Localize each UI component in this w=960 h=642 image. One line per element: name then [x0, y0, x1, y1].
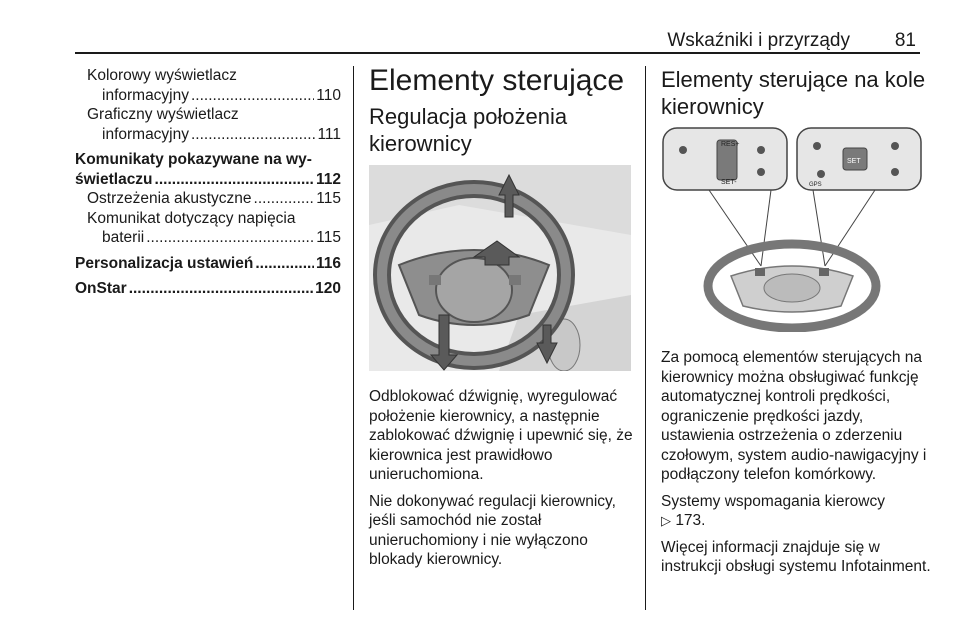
steering-controls-illustration: [661, 126, 923, 332]
toc-entry-title-cont: informacyjny: [102, 86, 189, 104]
toc-entry-title: Ostrzeżenia akustyczne: [87, 190, 252, 207]
toc-leader-dots: [255, 254, 314, 274]
toc-leader-dots: [155, 170, 314, 190]
steering-wheel-illustration: [369, 165, 631, 371]
toc-entry-title-cont: świetlaczu: [75, 170, 153, 188]
table-of-contents: [75, 66, 341, 305]
toc-entry-title-cont: baterii: [102, 229, 145, 246]
toc-entry[interactable]: [75, 209, 341, 248]
cross-reference[interactable]: [661, 511, 931, 531]
cruise-control-icon: [679, 146, 687, 154]
toc-entry-title: Kolorowy wyświetlacz: [87, 67, 237, 84]
steering-controls-text: [661, 348, 931, 584]
toc-leader-dots: [191, 125, 315, 145]
toc-leader-dots: [146, 228, 314, 248]
toc-entry[interactable]: [75, 150, 341, 189]
toc-page-number: 120: [315, 280, 341, 297]
header-rule: [75, 52, 920, 54]
volume-down-icon: [891, 168, 899, 176]
subsection-title-steering-controls: Elementy sterujące na kole kierownicy: [661, 67, 926, 119]
paragraph: Nie dokonywać regulacji kierownicy, jeśli samochód nie został unieruchomiony i nie wyłączono blokady kierownicy.: [369, 492, 616, 568]
toc-leader-dots: [254, 189, 315, 209]
collision-warning-icon: [757, 168, 765, 176]
toc-entry[interactable]: [75, 189, 341, 209]
toc-entry-title: Personalizacja ustawień: [75, 254, 254, 272]
volume-up-icon: [891, 142, 899, 150]
set-right-label: SET: [847, 158, 861, 165]
set-label: SET-: [721, 179, 737, 186]
running-header-title: Wskaźniki i przyrządy: [667, 30, 850, 51]
cross-reference-page: 173.: [675, 512, 706, 529]
toc-page-number: 112: [315, 170, 341, 188]
toc-entry[interactable]: [75, 66, 341, 105]
toc-page-number: 116: [315, 254, 341, 272]
paragraph: Więcej informacji znajduje się w instrukcji obsługi systemu Infotainment.: [661, 538, 931, 575]
toc-entry-title: Komunikaty pokazywane na wy-: [75, 151, 312, 168]
toc-page-number: 111: [317, 125, 341, 143]
voice-control-icon: [817, 170, 825, 178]
paragraph: Systemy wspomagania kierowcy: [661, 492, 885, 510]
speed-limiter-icon: [757, 146, 765, 154]
gps-label: GPS: [809, 182, 822, 188]
column-divider-left: [353, 66, 354, 610]
toc-page-number: 110: [316, 86, 341, 104]
toc-entry-title: OnStar: [75, 280, 127, 297]
paragraph: Za pomocą elementów sterujących na kierownicy można obsługiwać funkcję automatycznej kontroli prędkości, ograniczenie prędkości jazdy, ustawienia ostrzeżenia o zderzeniu czołowym, system audio-nawigacyjny i podłączony telefon komórkowy.: [661, 349, 927, 483]
column-divider-right: [645, 66, 646, 610]
toc-entry[interactable]: [75, 254, 341, 274]
toc-leader-dots: [129, 279, 313, 299]
section-title: Elementy sterujące: [369, 64, 625, 97]
toc-page-number: 115: [316, 190, 341, 207]
toc-entry[interactable]: [75, 279, 341, 299]
toc-entry-title-cont: informacyjny: [102, 125, 189, 143]
subsection-title-steering-adjust: Regulacja położenia kierownicy: [369, 104, 568, 156]
steering-adjust-text: [369, 387, 634, 577]
page-number: 81: [894, 30, 916, 51]
phone-icon: [813, 142, 821, 150]
res-label: RES+: [721, 141, 740, 148]
toc-entry-title: Graficzny wyświetlacz: [87, 106, 239, 123]
toc-entry-title: Komunikat dotyczący napięcia: [87, 209, 296, 227]
cross-reference-icon: ▷: [661, 513, 671, 528]
paragraph: Odblokować dźwignię, wyregulować położenie kierownicy, a następnie zablokować dźwignię i upewnić się, że kierownica jest prawidłowo unieruchomiona.: [369, 388, 633, 483]
toc-leader-dots: [191, 86, 314, 106]
steering-controls-figure: [661, 126, 923, 332]
toc-entry[interactable]: [75, 105, 341, 144]
steering-adjustment-figure: [369, 165, 631, 371]
toc-page-number: 115: [316, 229, 341, 246]
